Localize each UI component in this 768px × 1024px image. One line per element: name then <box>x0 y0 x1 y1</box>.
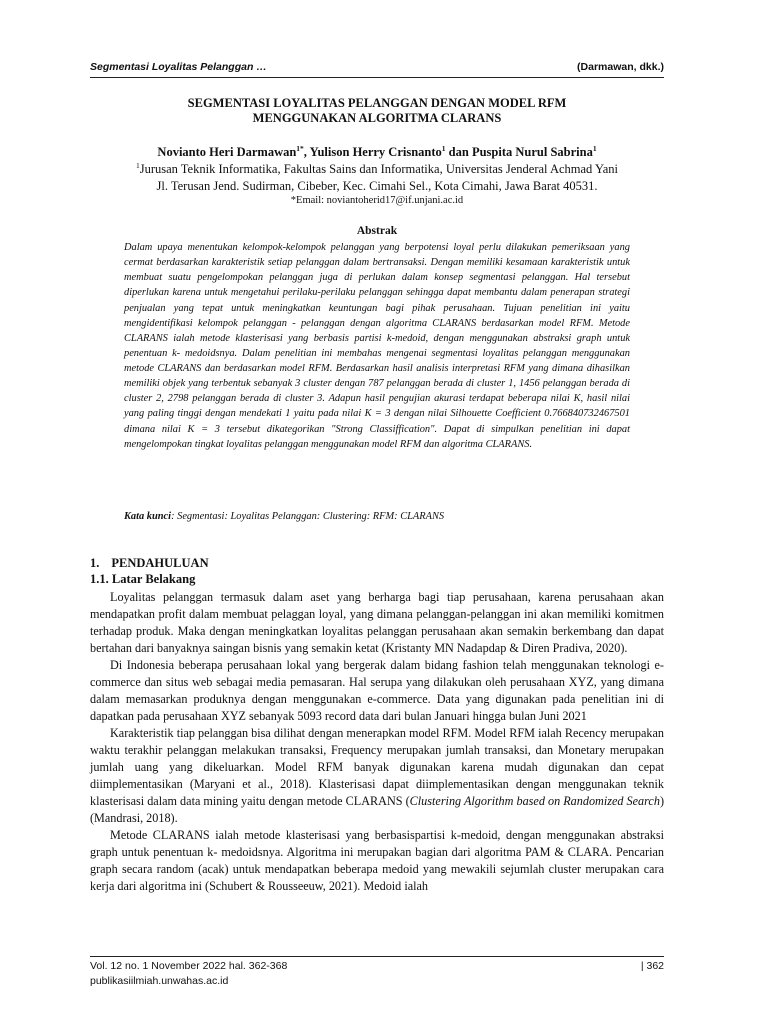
paragraph-3-end: ) (Mandrasi, 2018). <box>90 793 664 825</box>
keywords-label: Kata kunci <box>124 511 172 522</box>
keywords-list: : Segmentasi: Loyalitas Pelanggan: Clustering: RFM: CLARANS <box>171 511 445 522</box>
subsection-heading <box>90 571 664 587</box>
paragraph-3-start: Karakteristik tiap pelanggan bisa dilihat dengan menerapkan model RFM. Model RFM ialah Recency merupakan waktu terakhir pelanggan melakukan transaksi, Frequency merupakan jumlah transaksi, dan Monetary merupakan jumlah uang yang dikeluarkan. Model RFM banyak digunakan karena mudah digunakan dan cepat diimplementasikan (Maryani et al., 2018). Klasterisasi dapat diimplementasikan dengan menggunakan teknik klasterisasi dalam data mining yaitu dengan metode CLARANS ( <box>90 726 664 808</box>
running-header <box>90 60 664 76</box>
author-2-mark: 1 <box>441 143 446 153</box>
paragraph-2: Di Indonesia beberapa perusahaan lokal yang bergerak dalam bidang fashion telah menggunakan teknologi e-commerce dan situs web sebagai media pemasaran. Hal serupa yang dilakukan oleh perusahaan XYZ, yang dimana dalam memasarkan produknya dengan menggunakan e-commerce. Data yang digunakan pada penelitian ini di dapatkan pada perusahaan XYZ sebanyak 5093 record data dari bulan Januari hingga bulan Juni 2021 <box>90 658 664 723</box>
running-header-authors: (Darmawan, dkk.) <box>577 61 664 73</box>
section-title: PENDAHULUAN <box>111 556 209 570</box>
subsection-title: Latar Belakang <box>111 572 196 586</box>
affiliation-institution: Jurusan Teknik Informatika, Fakultas Sains dan Informatika, Universitas Jenderal Achmad Yani <box>139 162 619 176</box>
author-separator-2: dan <box>445 145 472 159</box>
author-3-mark: 1 <box>592 143 597 153</box>
header-rule <box>90 77 664 78</box>
footer-site: publikasiilmiah.unwahas.ac.id <box>90 975 229 987</box>
running-header-title: Segmentasi Loyalitas Pelanggan … <box>90 61 267 73</box>
corresponding-email: *Email: noviantoherid17@if.unjani.ac.id <box>290 195 464 206</box>
author-list <box>90 145 664 160</box>
abstract-text: Dalam upaya menentukan kelompok-kelompok pelanggan yang berpotensi loyal perlu dilakukan pemeriksaan yang cermat berdasarkan karakteristik setiap pelanggan dalam bertransaksi. Dengan memiliki kesamaan karakteristik untuk membuat suatu pengelompokan pelanggan juga di perlukan dalam konsep segmentasi pelanggan. Hal tersebut diperlukan karena untuk mengetahui perilaku-perilaku pelanggan sehingga dapat membantu dalam penerapan strategi penjualan yang tepat untuk meningkatkan keuntungan bagi pihak perusahaan. Tujuan penelitian ini yaitu mengidentifikasi kelompok pelanggan - pelanggan dengan algoritma CLARANS berdasarkan model RFM. Metode CLARANS ialah metode klasterisasi yang berbasis partisi k-medoid, dengan menggunakan abstraksi graph untuk penentuan k- medoidsnya. Dalam penelitian ini membahas mengenai segmentasi loyalitas pelanggan menggunakan metode CLARANS dan berdasarkan model RFM. Berdasarkan hasil analisis interpretasi RFM yang dimana dihasilkan memiliki objek yang terbentuk sebanyak 3 cluster dengan 787 pelanggan berada di cluster 1, 1456 pelanggan berada di cluster 2, 2798 pelanggan berada di cluster 3. Adapun hasil pengujian akurasi terdapat beberapa nilai K, hasil nilai yang paling tinggi dengan mendekati 1 yaitu pada nilai K = 3 dengan nilai Silhouette Coefficient 0.766840732467501 dimana nilai K = 3 tersebut dikategorikan "Strong Classiffication". Dapat di simpulkan penelitian ini dapat mengelompokan tingkat loyalitas pelanggan menggunakan model RFM dan algoritma CLARANS. <box>124 242 630 450</box>
author-1-mark: 1* <box>296 143 304 153</box>
footer-citation: Vol. 12 no. 1 November 2022 hal. 362-368 <box>90 960 288 972</box>
paper-title-line-1: SEGMENTASI LOYALITAS PELANGGAN DENGAN MODEL RFM <box>187 96 567 110</box>
paragraph-3-italic: Clustering Algorithm based on Randomized Search <box>409 793 660 808</box>
body-text <box>90 589 664 895</box>
paper-title <box>90 96 664 126</box>
footer-rule <box>90 956 664 957</box>
affiliation-line-1 <box>90 161 664 178</box>
affiliation-mark: 1 <box>135 160 140 170</box>
section-heading <box>90 555 664 571</box>
affiliation <box>90 161 664 195</box>
author-2: Yulison Herry Crisnanto <box>309 145 442 159</box>
paragraph-4: Metode CLARANS ialah metode klasterisasi yang berbasispartisi k-medoid, dengan menggunakan abstraksi graph untuk penentuan k- medoidsnya. Algoritma ini merupakan bagian dari algoritma PAM & CLARA. Pencarian graph secara random (acak) untuk mendapatkan beberapa medoid yang mewakili sejumlah cluster merupakan cara kerja dari algoritma ini (Schubert & Rousseeuw, 2021). Medoid ialah <box>90 828 664 893</box>
keywords <box>124 510 630 524</box>
subsection-number: 1.1. <box>90 572 109 586</box>
paper-title-line-2: MENGGUNAKAN ALGORITMA CLARANS <box>252 111 502 125</box>
page-footer <box>90 959 664 989</box>
author-1: Novianto Heri Darmawan <box>157 145 297 159</box>
affiliation-line-2: Jl. Terusan Jend. Sudirman, Cibeber, Kec. Cimahi Sel., Kota Cimahi, Jawa Barat 40531. <box>156 179 598 193</box>
section-number: 1. <box>90 556 100 570</box>
paragraph-3 <box>90 725 664 826</box>
paragraph-1: Loyalitas pelanggan termasuk dalam aset yang berharga bagi tiap perusahaan, karena perusahaan akan mendapatkan profit dalam membuat pelaggan loyal, yang dimana pelanggan-pelanggan ini akan memiliki komitmen terhadap produk. Maka dengan meningkatkan loyalitas pelanggan perusahaan akan semakin berkembang dan dapat bertahan dari banyaknya saingan bisnis yang semakin ketat (Kristanty MN Nadapdap & Diren Pradiva, 2020). <box>90 590 664 655</box>
paper-page <box>90 0 664 1024</box>
page-number: | 362 <box>640 960 664 972</box>
author-3: Puspita Nurul Sabrina <box>471 145 593 159</box>
abstract-heading: Abstrak <box>356 225 398 237</box>
author-separator-1: , <box>303 145 310 159</box>
